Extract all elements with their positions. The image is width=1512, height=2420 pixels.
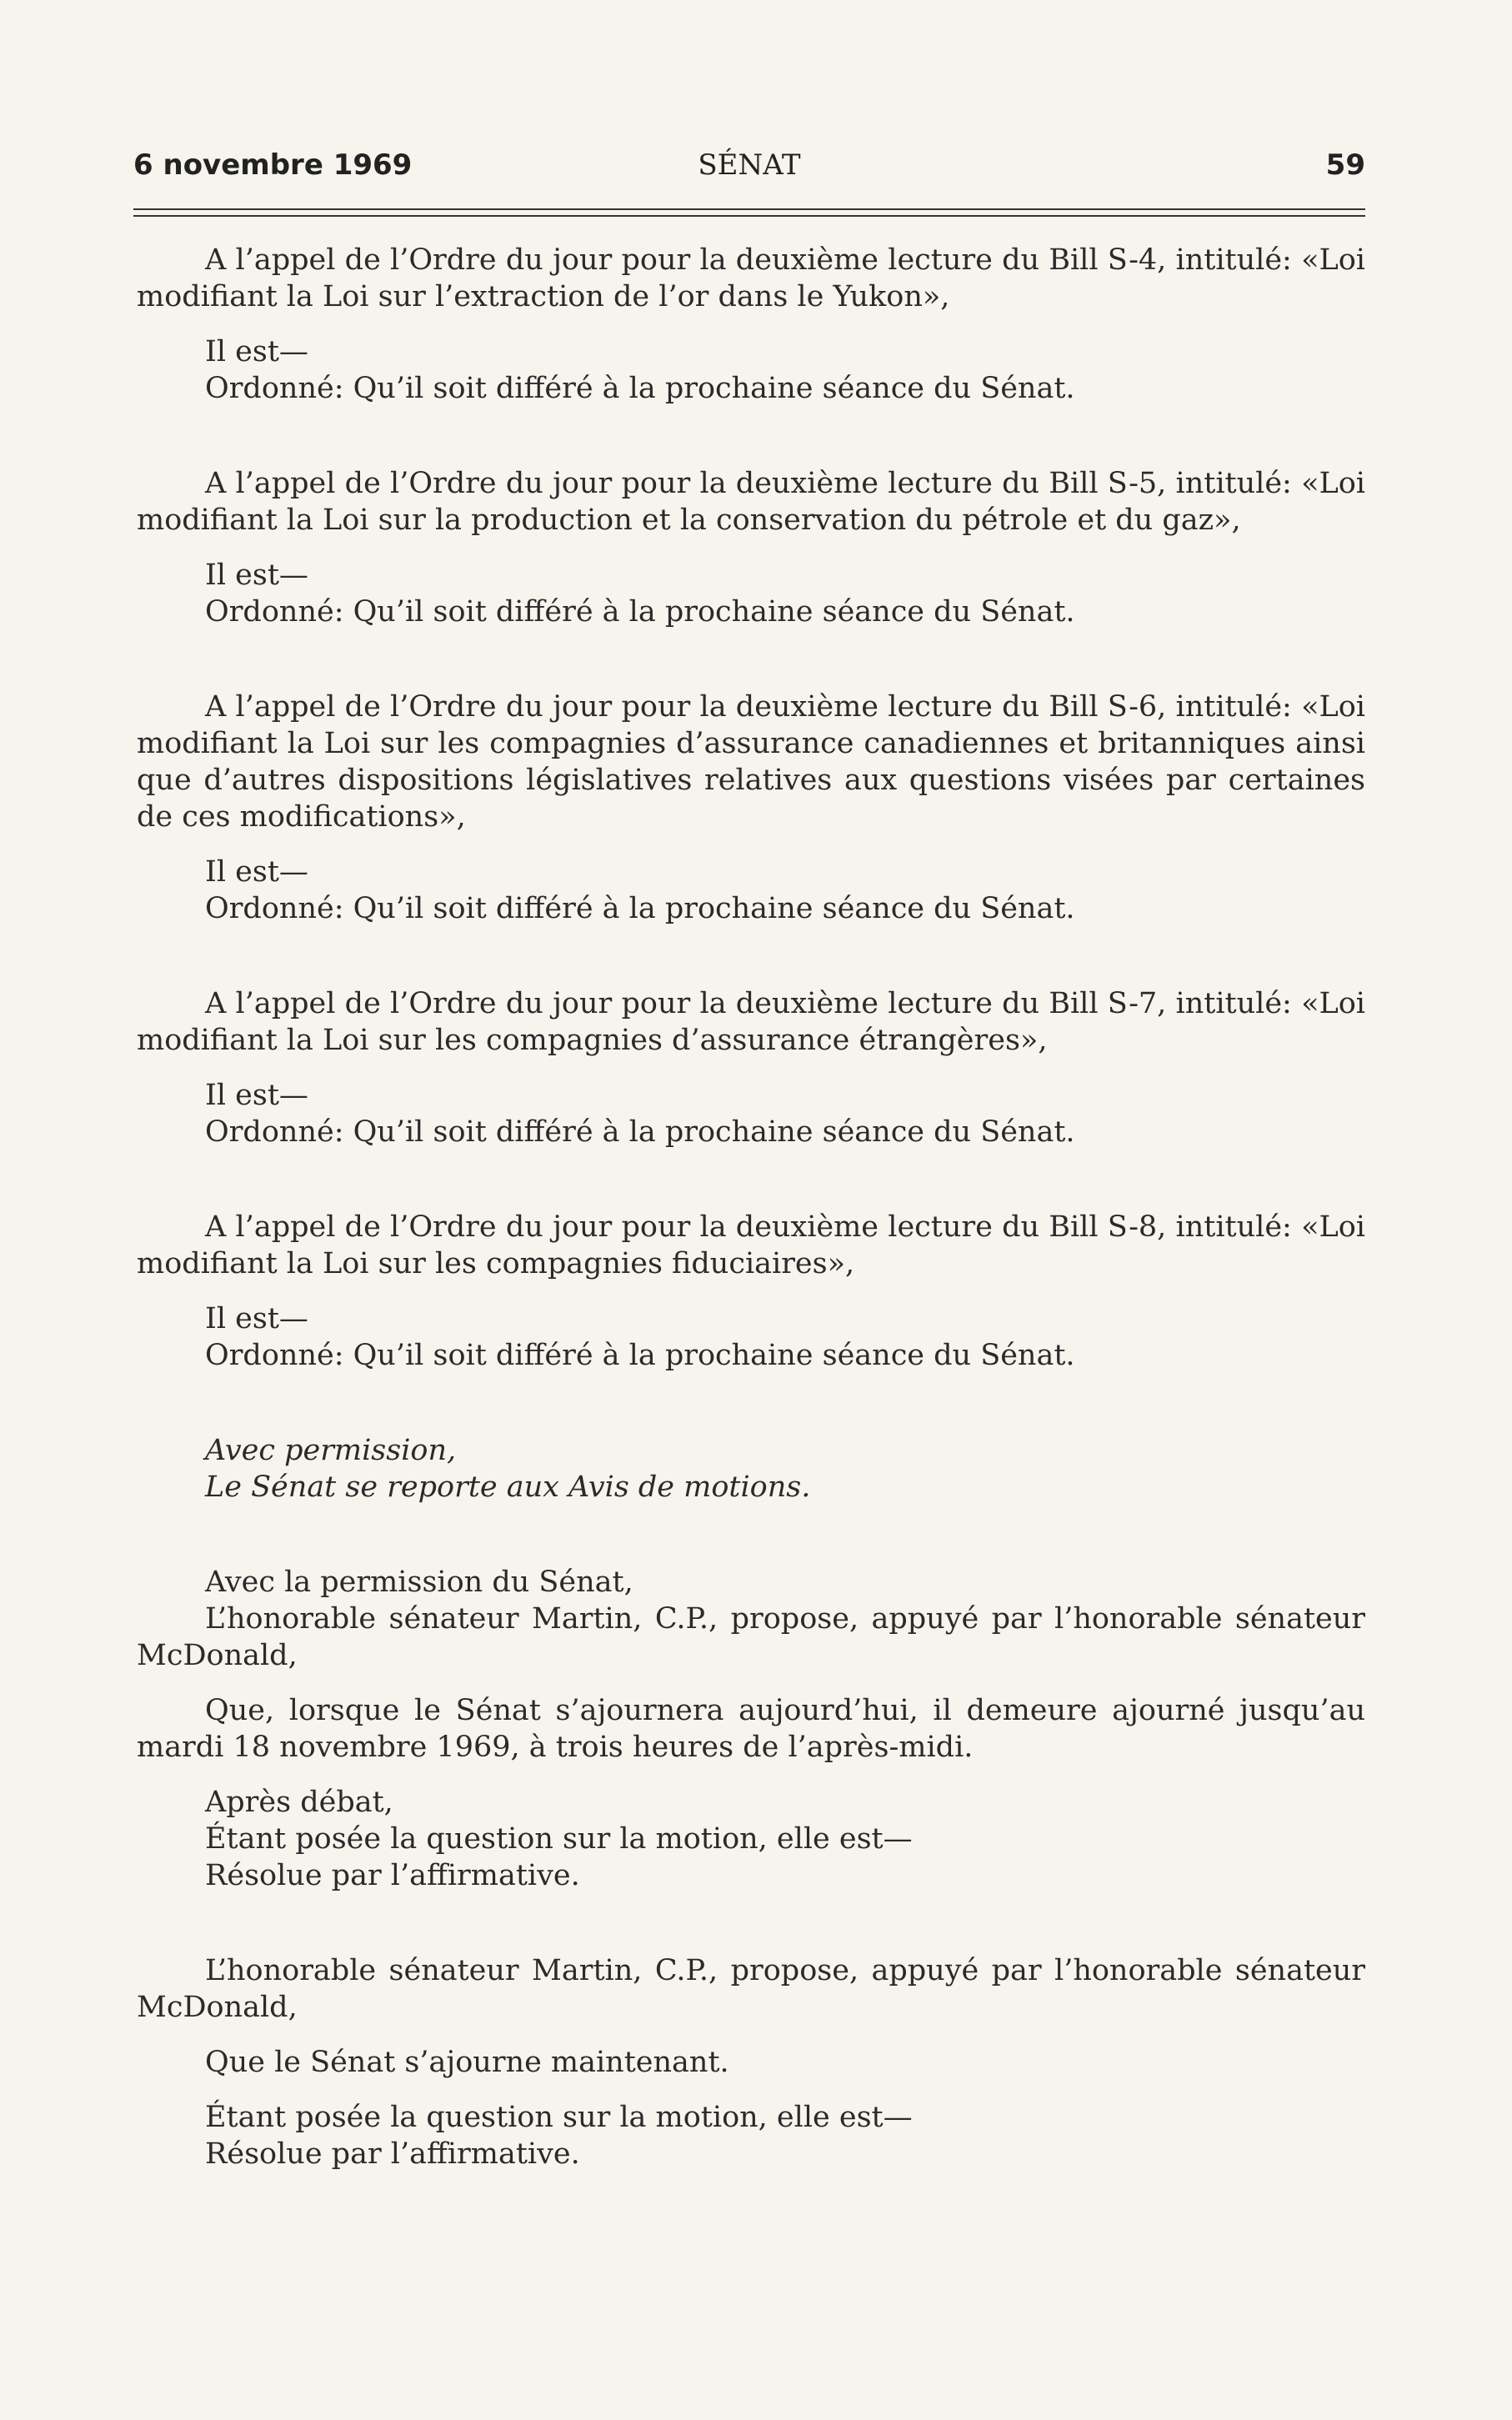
il-est: Il est—	[205, 1079, 308, 1112]
motion-text: Que le Sénat s’ajourne maintenant.	[205, 2046, 729, 2079]
ordonne-line: Ordonné: Qu’il soit différé à la prochaine séance du Sénat.	[205, 595, 1075, 629]
bill-section-s5	[137, 465, 1365, 630]
reporte-line: Le Sénat se reporte aux Avis de motions.	[205, 1471, 811, 1504]
permission-line: Avec permission,	[205, 1434, 457, 1467]
header-rule-bottom	[133, 215, 1365, 217]
il-est: Il est—	[205, 559, 308, 592]
page-body	[137, 242, 1365, 2172]
permission-senat-line: Avec la permission du Sénat,	[205, 1566, 633, 1599]
motion-proposer: L’honorable sénateur Martin, C.P., propose, appuyé par l’honorable sénateur McDonald,	[137, 1954, 1365, 2024]
bill-section-s4	[137, 242, 1365, 407]
il-est: Il est—	[205, 1302, 308, 1335]
header-title: SÉNAT	[698, 148, 801, 182]
question-line: Étant posée la question sur la motion, elle est—	[205, 1822, 913, 1856]
page-number: 59	[1325, 148, 1365, 182]
motion-adjourn-until	[137, 1564, 1365, 1894]
bill-intro: A l’appel de l’Ordre du jour pour la deuxième lecture du Bill S-5, intitulé: «Loi modifiant la Loi sur la production et la conservation du pétrole et du gaz»,	[137, 467, 1365, 537]
ordonne-line: Ordonné: Qu’il soit différé à la prochaine séance du Sénat.	[205, 1339, 1075, 1372]
bill-intro: A l’appel de l’Ordre du jour pour la deuxième lecture du Bill S-7, intitulé: «Loi modifiant la Loi sur les compagnies d’assurance étrangères»,	[137, 987, 1365, 1057]
resolue-line: Résolue par l’affirmative.	[205, 2137, 580, 2171]
bill-section-s6	[137, 689, 1365, 927]
permission-block	[137, 1432, 1365, 1506]
page-header	[133, 148, 1365, 190]
ordonne-line: Ordonné: Qu’il soit différé à la prochaine séance du Sénat.	[205, 372, 1075, 405]
apres-debat: Après débat,	[205, 1786, 393, 1819]
bill-intro: A l’appel de l’Ordre du jour pour la deuxième lecture du Bill S-6, intitulé: «Loi modifiant la Loi sur les compagnies d’assurance canadiennes et britanniques ainsi que d’autres dispositions législatives relatives aux questions visées par certaines de ces modifications»,	[137, 690, 1365, 834]
motion-proposer: L’honorable sénateur Martin, C.P., propose, appuyé par l’honorable sénateur McDonald,	[137, 1602, 1365, 1672]
motion-adjourn-now	[137, 1952, 1365, 2172]
ordonne-line: Ordonné: Qu’il soit différé à la prochaine séance du Sénat.	[205, 1115, 1075, 1149]
bill-intro: A l’appel de l’Ordre du jour pour la deuxième lecture du Bill S-4, intitulé: «Loi modifiant la Loi sur l’extraction de l’or dans le Yukon»,	[137, 243, 1365, 313]
bill-section-s8	[137, 1209, 1365, 1374]
il-est: Il est—	[205, 855, 308, 889]
header-rule-top	[133, 208, 1365, 210]
bill-intro: A l’appel de l’Ordre du jour pour la deuxième lecture du Bill S-8, intitulé: «Loi modifiant la Loi sur les compagnies fiduciaires»,	[137, 1210, 1365, 1280]
motion-text: Que, lorsque le Sénat s’ajournera aujourd’hui, il demeure ajourné jusqu’au mardi 18 novembre 1969, à trois heures de l’après-midi.	[137, 1694, 1365, 1764]
bill-section-s7	[137, 985, 1365, 1150]
question-line: Étant posée la question sur la motion, elle est—	[205, 2101, 913, 2134]
resolue-line: Résolue par l’affirmative.	[205, 1859, 580, 1892]
il-est: Il est—	[205, 335, 308, 368]
ordonne-line: Ordonné: Qu’il soit différé à la prochaine séance du Sénat.	[205, 892, 1075, 925]
header-date: 6 novembre 1969	[133, 148, 413, 182]
